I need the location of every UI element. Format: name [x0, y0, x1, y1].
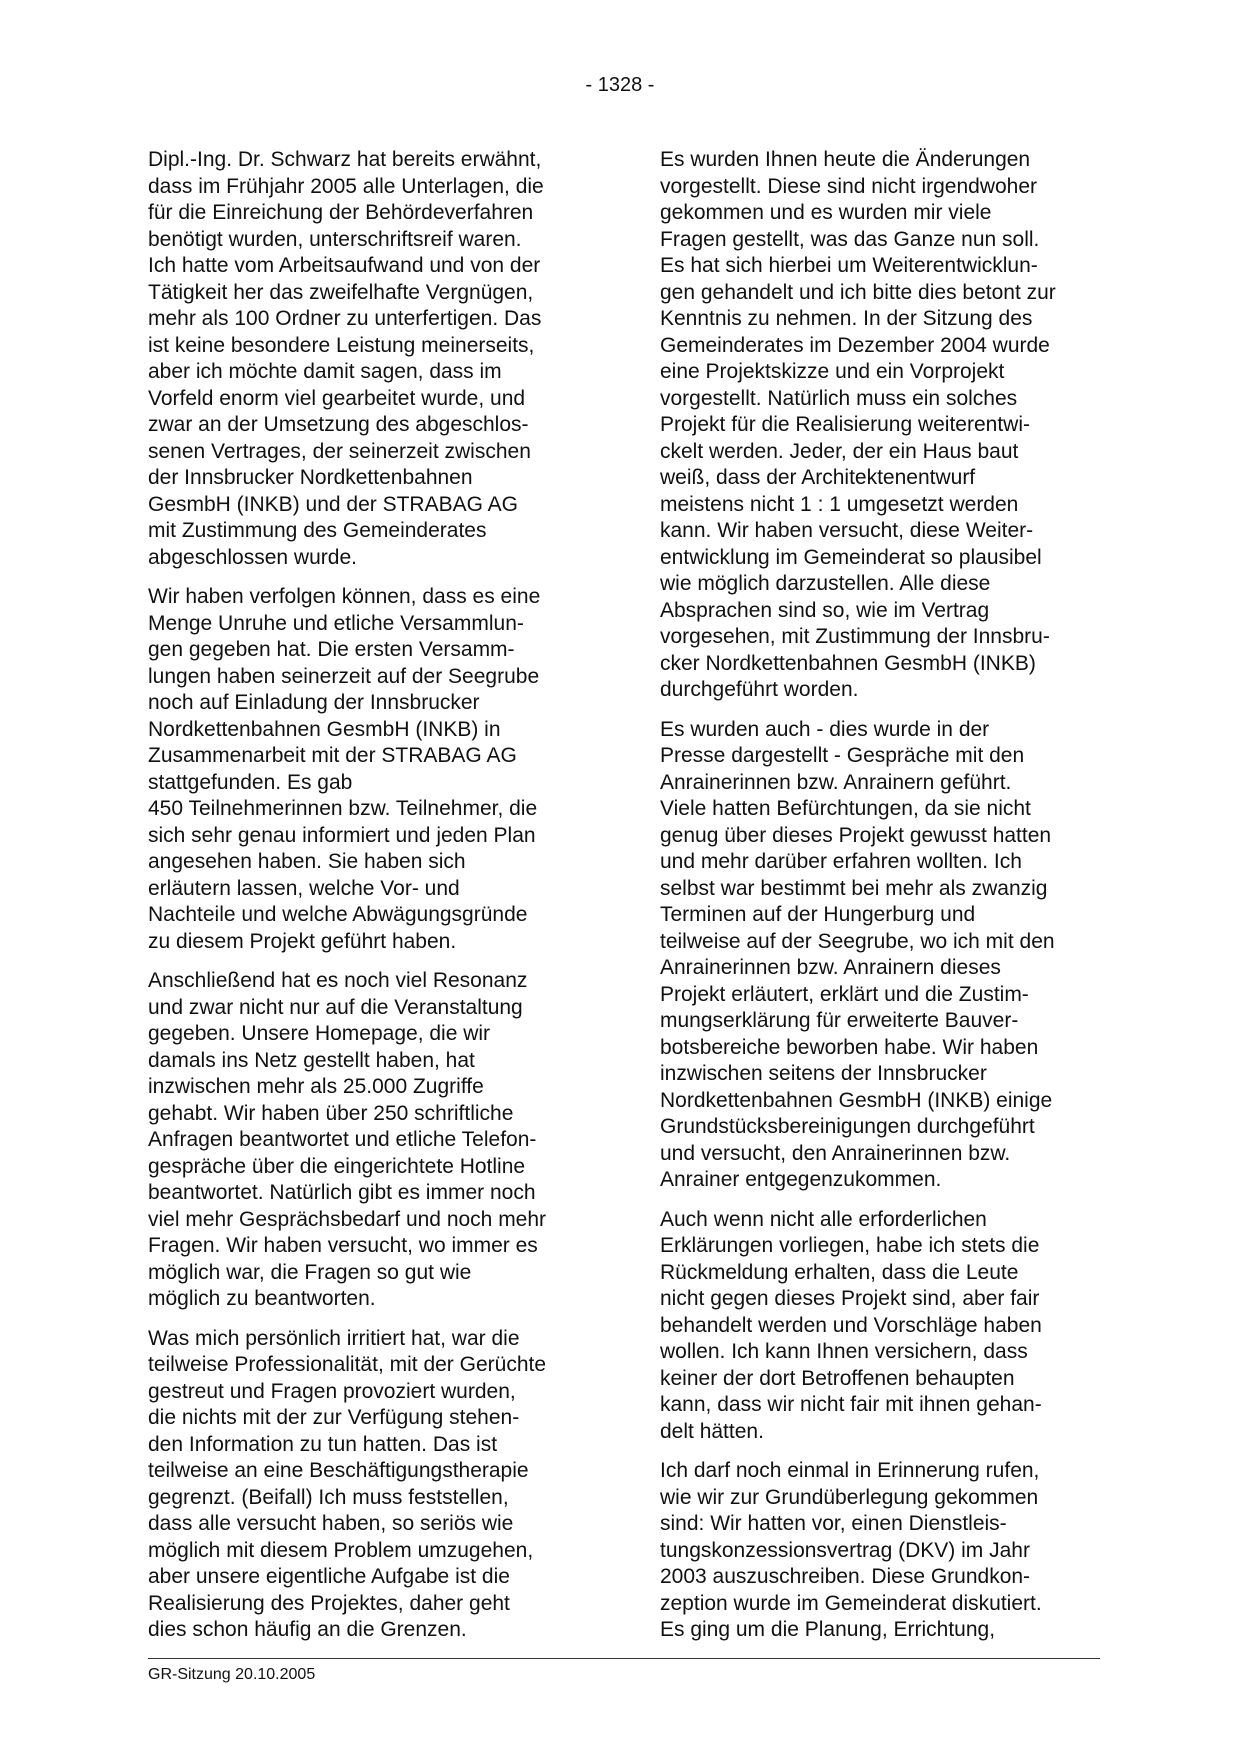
paragraph: Auch wenn nicht alle erforderlichen Erklärungen vorliegen, habe ich stets die Rückmeldung erhalten, dass die Leute nicht gegen dieses Projekt sind, aber fair behandelt werden und Vorschläge haben wollen. Ich kann Ihnen versichern, dass keiner der dort Betroffenen behaupten kann, dass wir nicht fair mit ihnen gehan- delt hätten. — [660, 1207, 1042, 1443]
footer-divider — [148, 1658, 1100, 1659]
paragraph: Was mich persönlich irritiert hat, war die teilweise Professionalität, mit der Gerüchte gestreut und Fragen provoziert wurden, die nichts mit der zur Verfügung stehen- den Information zu tun hatten. Das ist teilweise an eine Beschäftigungstherapie gegrenzt. (Beifall) Ich muss feststellen, dass alle versucht haben, so seriös wie möglich mit diesem Problem umzugehen, aber unsere eigentliche Aufgabe ist die Realisierung des Projektes, daher geht dies schon häufig an die Grenzen. — [148, 1326, 547, 1641]
paragraph: Anschließend hat es noch viel Resonanz und zwar nicht nur auf die Veranstaltung gegeben. Unsere Homepage, die wir damals ins Netz gestellt haben, hat inzwischen mehr als 25.000 Zugriffe gehabt. Wir haben über 250 schriftliche Anfragen beantwortet und etliche Telefon- gespräche über die eingerichtete Hotline beantwortet. Natürlich gibt es immer noch viel mehr Gesprächsbedarf und noch mehr Fragen. Wir haben versucht, wo immer es möglich war, die Fragen so gut wie möglich zu beantworten. — [148, 969, 547, 1310]
page-number: - 1328 - — [585, 74, 655, 96]
left-column — [148, 147, 588, 1657]
paragraph: Es wurden auch - dies wurde in der Presse dargestellt - Gespräche mit den Anrainerinnen bzw. Anrainern geführt. Viele hatten Befürchtungen, da sie nicht genug über dieses Projekt gewusst hatten und mehr darüber erfahren wollten. Ich selbst war bestimmt bei mehr als zwanzig Terminen auf der Hungerburg und teilweise auf der Seegrube, wo ich mit den Anrainerinnen bzw. Anrainern dieses Projekt erläutert, erklärt und die Zustim- mungserklärung für erweiterte Bauver- botsbereiche beworben habe. Wir haben inzwischen seitens der Innsbrucker Nordkettenbahnen GesmbH (INKB) einige Grundstücksbereinigungen durchgeführt und versucht, den Anrainerinnen bzw. Anrainer entgegenzukommen. — [660, 717, 1055, 1191]
paragraph: Dipl.-Ing. Dr. Schwarz hat bereits erwähnt, dass im Frühjahr 2005 alle Unterlagen, die für die Einreichung der Behördeverfahren benötigt wurden, unterschriftsreif waren. Ich hatte vom Arbeitsaufwand und von der Tätigkeit her das zweifelhafte Vergnügen, mehr als 100 Ordner zu unterfertigen. Das ist keine besondere Leistung meinerseits, aber ich möchte damit sagen, dass im Vorfeld enorm viel gearbeitet wurde, und zwar an der Umsetzung des abgeschlos- senen Vertrages, der seinerzeit zwischen der Innsbrucker Nordkettenbahnen GesmbH (INKB) und der STRABAG AG mit Zustimmung des Gemeinderates abgeschlossen wurde. — [148, 148, 544, 569]
paragraph: Es wurden Ihnen heute die Änderungen vorgestellt. Diese sind nicht irgendwoher gekommen und es wurden mir viele Fragen gestellt, was das Ganze nun soll. Es hat sich hierbei um Weiterentwicklun- gen gehandelt und ich bitte dies betont zur Kenntnis zu nehmen. In der Sitzung des Gemeinderates im Dezember 2004 wurde eine Projektskizze und ein Vorprojekt vorgestellt. Natürlich muss ein solches Projekt für die Realisierung weiterentwi- ckelt werden. Jeder, der ein Haus baut weiß, dass der Architektenentwurf meistens nicht 1 : 1 umgesetzt werden kann. Wir haben versucht, diese Weiter- entwicklung im Gemeinderat so plausibel wie möglich darzustellen. Alle diese Absprachen sind so, wie im Vertrag vorgesehen, mit Zustimmung der Innsbru- cker Nordkettenbahnen GesmbH (INKB) durchgeführt worden. — [660, 148, 1056, 701]
paragraph: Wir haben verfolgen können, dass es eine Menge Unruhe und etliche Versammlun- gen gegeben hat. Die ersten Versamm- lungen haben seinerzeit auf der Seegrube noch auf Einladung der Innsbrucker Nordkettenbahnen GesmbH (INKB) in Zusammenarbeit mit der STRABAG AG stattgefunden. Es gab 450 Teilnehmerinnen bzw. Teilnehmer, die sich sehr genau informiert und jeden Plan angesehen haben. Sie haben sich erläutern lassen, welche Vor- und Nachteile und welche Abwägungsgründe zu diesem Projekt geführt haben. — [148, 585, 541, 953]
right-column — [660, 147, 1100, 1657]
paragraph: Ich darf noch einmal in Erinnerung rufen, wie wir zur Grundüberlegung gekommen sind: Wir hatten vor, einen Dienstleis- tungskonzessionsvertrag (DKV) im Jahr 2003 auszuschreiben. Diese Grundkon- zeption wurde im Gemeinderat diskutiert. Es ging um die Planung, Errichtung, — [660, 1459, 1042, 1641]
footer-session-date: GR-Sitzung 20.10.2005 — [148, 1666, 316, 1683]
